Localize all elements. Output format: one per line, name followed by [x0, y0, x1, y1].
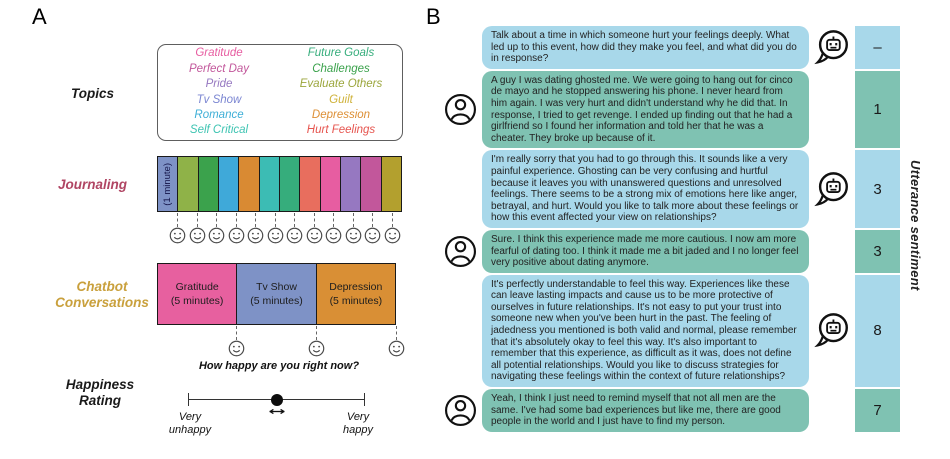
journal-entry-bar — [158, 157, 178, 211]
bubble-area — [482, 275, 809, 387]
dashed-connector — [255, 213, 256, 227]
smiley-face-icon — [208, 227, 225, 244]
sentiment-cell: – — [855, 26, 900, 69]
robot-chat-icon — [809, 150, 855, 228]
smiley-face-icon — [267, 227, 284, 244]
message-row — [438, 26, 900, 69]
topic-item: Self Critical — [189, 124, 249, 137]
topic-item: Evaluate Others — [299, 78, 383, 91]
smiley-drop-inner — [169, 213, 187, 244]
sentiment-cell: 7 — [855, 389, 900, 432]
bubble-area — [482, 230, 809, 273]
journal-duration-label: (1 minute) — [162, 162, 174, 206]
left-right-arrow-icon — [265, 407, 289, 416]
message-row — [438, 230, 900, 273]
topic-item: Hurt Feelings — [306, 124, 376, 137]
smiley-drop-inner — [247, 213, 265, 244]
dashed-connector — [177, 213, 178, 227]
smiley-face-icon — [388, 340, 405, 357]
sentiment-cell: 3 — [855, 230, 900, 273]
smiley-drop-inner — [188, 213, 206, 244]
sentiment-cell: 3 — [855, 150, 900, 228]
user-message-bubble: A guy I was dating ghosted me. We were going to hang out for cinco de mayo and he stopped answering his phone. I never heard from him again. I was very hurt and didn't understand why he did that. In response, I tried to get revenge. I ended up finding out that he had a girlfriend so I found her information and told her that he was a cheater. They broke up because of it. — [482, 71, 809, 149]
smiley-drop — [363, 213, 383, 244]
topic-item: Guilt — [329, 93, 353, 106]
message-row — [438, 71, 900, 149]
topics-left-column — [158, 46, 280, 138]
smiley-drop — [344, 213, 364, 244]
icon-slot-empty — [809, 71, 855, 149]
scale-min-label: Very unhappy — [168, 411, 212, 436]
robot-chat-icon — [809, 26, 855, 69]
robot-chat-icon — [809, 275, 855, 387]
topic-item: Future Goals — [307, 47, 375, 60]
journal-entry-bar — [382, 157, 401, 211]
chatbot-row-label: Chatbot Conversations — [55, 279, 149, 310]
smiley-drop — [285, 213, 305, 244]
dashed-connector — [353, 213, 354, 227]
slider-right-tick — [364, 393, 365, 406]
session-title: Depression — [329, 280, 383, 293]
topic-item: Perfect Day — [188, 62, 250, 75]
journal-entry-bar — [300, 157, 320, 211]
session-title: Gratitude — [175, 280, 219, 293]
user-message-bubble: Yeah, I think I just need to remind myself that not all men are the same. I've had some bad experiences but like me, there are good people in the world and I just have to find my person. — [482, 389, 809, 432]
smiley-drop — [168, 213, 188, 244]
panel-a-study-design — [0, 0, 420, 459]
smiley-drop-inner — [227, 213, 245, 244]
journal-entry-bar — [341, 157, 361, 211]
smiley-drop — [383, 213, 403, 244]
panel-b-conversation-example — [420, 0, 950, 459]
journal-entry-bar — [321, 157, 341, 211]
topic-item: Depression — [311, 108, 371, 121]
icon-slot-empty — [438, 275, 482, 387]
smiley-drop-inner — [383, 213, 401, 244]
smiley-drop-inner — [305, 213, 323, 244]
topics-row-label: Topics — [70, 86, 114, 101]
person-icon — [438, 389, 482, 432]
chatbot-message-bubble: It's perfectly understandable to feel this way. Experiences like these can leave lasting impacts and cause us to be more protective of ourselves in future relationships. It's not easy to put your trust into someone new when you've been hurt in the past. The feeling of jadedness you mentioned is both valid and normal, please remember that it's absolutely okay to feel this way. It's also important to remember that this experience, as difficult as it was, does not define all potential relationships. Would you like to discuss strategies for navigating these feelings within the context of future relationships? — [482, 275, 809, 387]
smiley-drop — [157, 326, 237, 357]
sentiment-cell: 8 — [855, 275, 900, 387]
topic-item: Gratitude — [195, 47, 243, 60]
smiley-drop — [324, 213, 344, 244]
happiness-question: How happy are you right now? — [198, 360, 360, 372]
chatbot-message-bubble: I'm really sorry that you had to go through this. It sounds like a very painful experience. Ghosting can be very confusing and hurtful because it leaves you with unanswered questions and unresolved feelings. There seems to be a strong mix of emotions here like anger, betrayal, and hurt. Would you like to talk more about these feelings or how this event affected your view on relationships? — [482, 150, 809, 228]
person-icon — [438, 71, 482, 149]
dashed-connector — [333, 213, 334, 227]
journaling-row-label: Journaling — [57, 177, 127, 192]
session-duration: (5 minutes) — [170, 295, 224, 307]
chatbot-message-bubble: Talk about a time in which someone hurt your feelings deeply. What led up to this event, how did they make you feel, and what did you do in response? — [482, 26, 809, 69]
panel-a-label: A — [32, 4, 47, 29]
dashed-connector — [396, 326, 397, 340]
journal-entry-bar — [219, 157, 239, 211]
smiley-face-icon — [228, 227, 245, 244]
smiley-drop — [227, 213, 247, 244]
smiley-face-icon — [306, 227, 323, 244]
session-title: Tv Show — [256, 280, 297, 293]
topics-right-column — [280, 46, 402, 138]
session-duration: (5 minutes) — [250, 295, 303, 307]
smiley-drop — [316, 326, 396, 357]
topic-item: Challenges — [312, 62, 370, 75]
journal-entry-bar — [280, 157, 300, 211]
dashed-connector — [314, 213, 315, 227]
scale-max-label: Very happy — [343, 411, 373, 436]
smiley-drop-inner — [286, 213, 304, 244]
smiley-drop — [266, 213, 286, 244]
journaling-smiley-row — [157, 213, 402, 244]
topics-box — [157, 44, 403, 141]
chatbot-session-box — [317, 264, 395, 324]
smiley-drop-inner — [325, 213, 343, 244]
journal-entry-bar — [260, 157, 280, 211]
chatbot-session-box — [158, 264, 237, 324]
dashed-connector — [392, 213, 393, 227]
chatbot-sessions-strip — [157, 263, 396, 325]
icon-slot-empty — [809, 389, 855, 432]
journaling-timeline — [157, 156, 402, 212]
bubble-area — [482, 150, 809, 228]
smiley-drop — [246, 213, 266, 244]
bubble-area — [482, 389, 809, 432]
dashed-connector — [216, 213, 217, 227]
journal-entry-bar — [178, 157, 198, 211]
message-row — [438, 150, 900, 228]
panel-b-label: B — [426, 4, 441, 29]
smiley-drop-inner — [387, 326, 405, 357]
conversation-list — [438, 26, 900, 432]
smiley-drop — [237, 326, 317, 357]
sentiment-cell: 1 — [855, 71, 900, 149]
smiley-drop-inner — [364, 213, 382, 244]
topic-item: Pride — [205, 78, 233, 91]
dashed-connector — [236, 213, 237, 227]
journal-entry-bar — [239, 157, 259, 211]
happiness-row-label: Happiness Rating — [65, 377, 135, 408]
smiley-face-icon — [364, 227, 381, 244]
icon-slot-empty — [809, 230, 855, 273]
person-icon — [438, 230, 482, 273]
dashed-connector — [275, 213, 276, 227]
smiley-drop — [207, 213, 227, 244]
slider-handle — [271, 394, 283, 406]
message-row — [438, 275, 900, 387]
smiley-face-icon — [345, 227, 362, 244]
smiley-face-icon — [169, 227, 186, 244]
smiley-drop-inner — [344, 213, 362, 244]
smiley-face-icon — [286, 227, 303, 244]
chatbot-session-box — [237, 264, 316, 324]
smiley-face-icon — [189, 227, 206, 244]
icon-slot-empty — [438, 26, 482, 69]
journal-entry-bar — [361, 157, 381, 211]
smiley-drop-inner — [266, 213, 284, 244]
session-duration: (5 minutes) — [329, 295, 383, 307]
smiley-drop — [188, 213, 208, 244]
dashed-connector — [294, 213, 295, 227]
chatbot-smiley-row — [157, 326, 396, 357]
user-message-bubble: Sure. I think this experience made me more cautious. I now am more fearful of dating too. I think it made me a bit jaded and I no longer feel very positive about dating anymore. — [482, 230, 809, 273]
dashed-connector — [197, 213, 198, 227]
smiley-face-icon — [384, 227, 401, 244]
smiley-drop — [305, 213, 325, 244]
bubble-area — [482, 71, 809, 149]
journal-entry-bar — [199, 157, 219, 211]
bubble-area — [482, 26, 809, 69]
smiley-face-icon — [325, 227, 342, 244]
dashed-connector — [372, 213, 373, 227]
sentiment-axis-label: Utterance sentiment — [908, 160, 923, 291]
smiley-drop-inner — [208, 213, 226, 244]
message-row — [438, 389, 900, 432]
topic-item: Romance — [194, 108, 244, 121]
smiley-face-icon — [247, 227, 264, 244]
topic-item: Tv Show — [196, 93, 242, 106]
slider-left-tick — [188, 393, 189, 406]
icon-slot-empty — [438, 150, 482, 228]
